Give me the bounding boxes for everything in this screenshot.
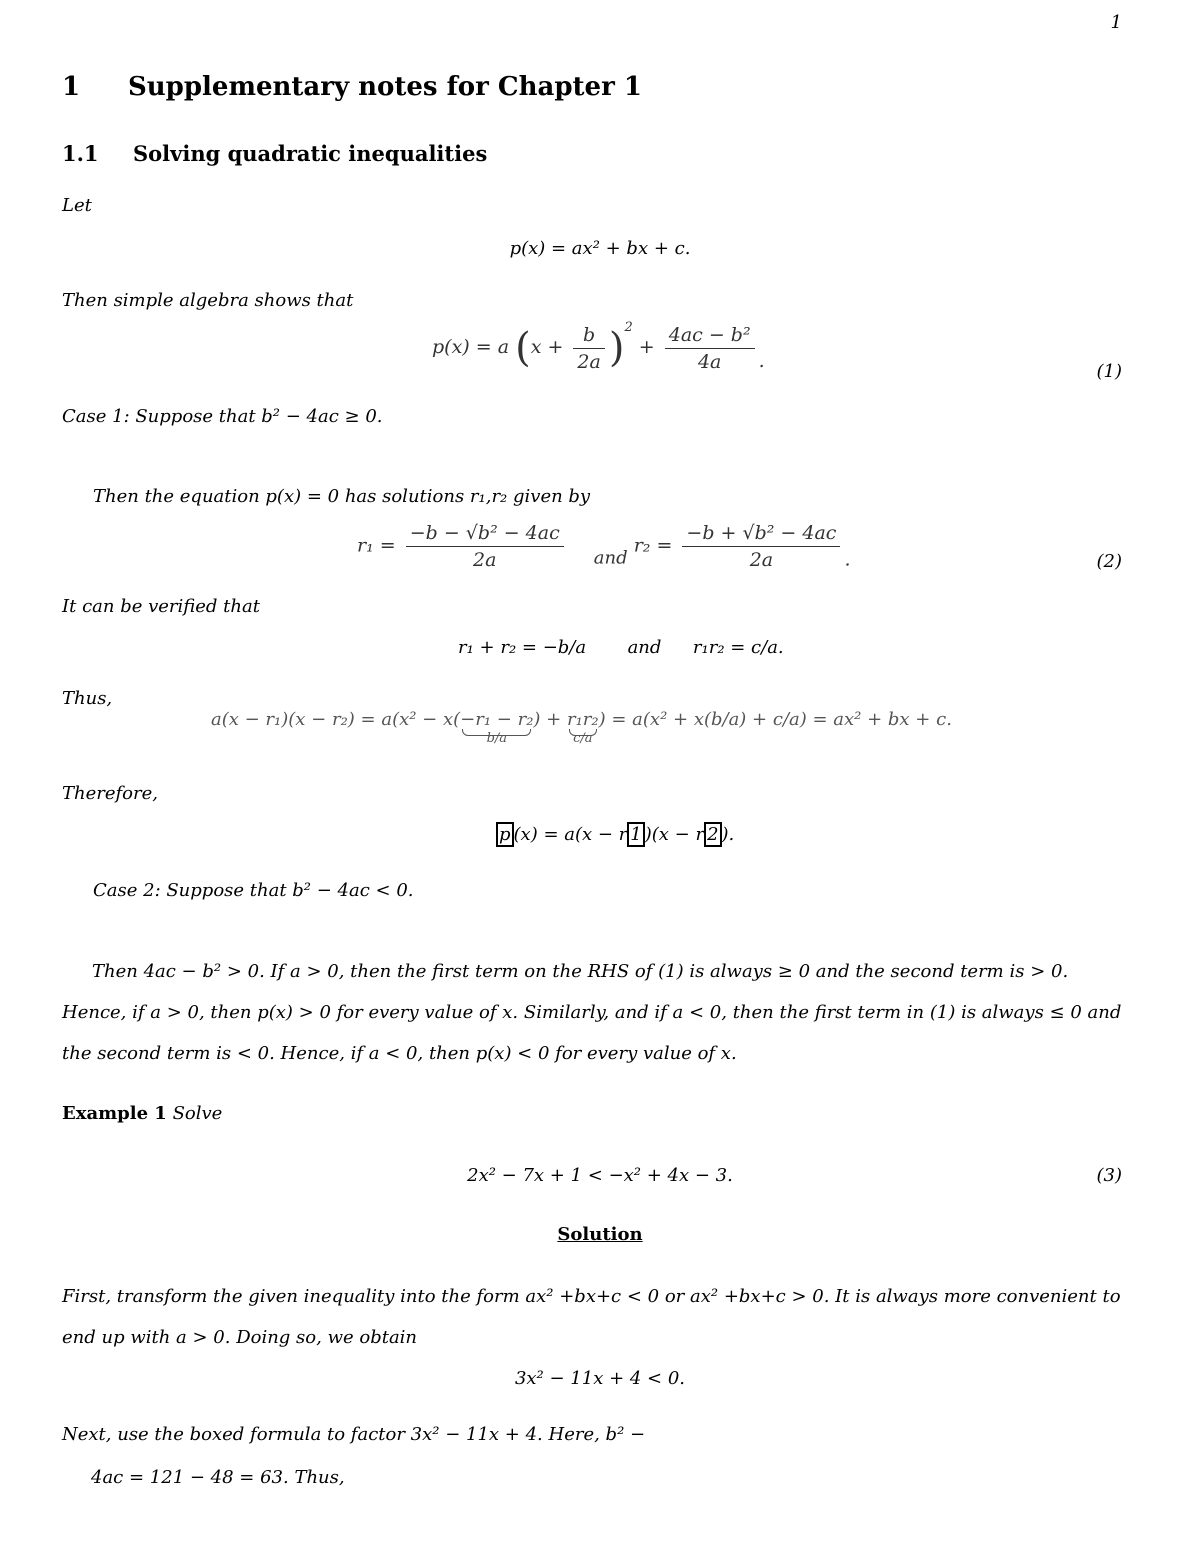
next-line-1: Next, use the boxed formula to factor 3x² − 11x + 4. Here, b² − xyxy=(62,1424,646,1445)
verified-text: It can be verified that xyxy=(62,596,260,617)
eq2-and: and xyxy=(593,547,628,569)
then-simple-text: Then simple algebra shows that xyxy=(62,290,354,311)
section-heading xyxy=(62,141,487,166)
expansion-plus: ) + xyxy=(533,709,562,730)
example-line xyxy=(62,1103,222,1124)
product-text: r₁r₂ = c/a. xyxy=(692,637,784,658)
expansion-part2: ) = a(x² + x(b/a) + c/a) = ax² + bx + c. xyxy=(598,709,952,730)
eq1-frac-b-den: 2a xyxy=(577,350,601,373)
eq1-frac-2-num: 4ac − b² xyxy=(665,324,755,349)
equation-2 xyxy=(357,522,851,571)
therefore-text: Therefore, xyxy=(62,783,158,804)
boxed-sub-2: 2 xyxy=(704,822,721,847)
expansion-part1: a(x − r₁)(x − r₂) = a(x² − x( xyxy=(211,709,461,730)
sum-text: r₁ + r₂ = −b/a xyxy=(458,637,587,658)
case1-then-text: Then the equation p(x) = 0 has solutions r₁,r₂ given by xyxy=(93,486,591,507)
eq1-plus: + xyxy=(638,336,655,358)
eq2-frac-r2 xyxy=(682,522,840,571)
eq1-frac-2 xyxy=(665,324,755,373)
boxed-part-c: ). xyxy=(721,824,735,845)
boxed-sub-1: 1 xyxy=(627,822,644,847)
brace-b-over-a xyxy=(460,709,534,746)
expansion-equation xyxy=(211,709,952,746)
and-text: and xyxy=(627,637,662,658)
boxed-p: p xyxy=(496,822,514,847)
eq2-number: (2) xyxy=(1096,551,1122,572)
section-number: 1.1 xyxy=(62,141,99,166)
equation-3: 2x² − 7x + 1 < −x² + 4x − 3. xyxy=(467,1165,733,1186)
brace1-label: b/a xyxy=(486,731,508,746)
next-line-2: 4ac = 121 − 48 = 63. Thus, xyxy=(91,1467,345,1488)
eq2-r1-den: 2a xyxy=(473,549,497,571)
eq2-r2-den: 2a xyxy=(749,549,774,571)
eq1-lhs: p(x) = a xyxy=(432,336,510,358)
boxed-part-b: )(x − r xyxy=(644,824,705,845)
brace1-text: −r₁ − r₂ xyxy=(460,709,534,730)
thus-text: Thus, xyxy=(62,688,113,709)
equation-4: 3x² − 11x + 4 < 0. xyxy=(514,1368,686,1389)
let-text: Let xyxy=(62,195,92,216)
eq1-inner-x: x + xyxy=(530,336,564,358)
chapter-heading xyxy=(62,72,642,102)
case1-text: Case 1: Suppose that b² − 4ac ≥ 0. xyxy=(62,406,383,427)
eq1-tail: . xyxy=(758,350,765,372)
solution-paragraph: First, transform the given inequality into the form ax² +bx+c < 0 or ax² +bx+c > 0. It is always more convenient to end up with a > 0. Doing so, we obtain xyxy=(62,1286,1121,1348)
case2-paragraph-text: Then 4ac − b² > 0. If a > 0, then the first term on the RHS of (1) is always ≥ 0 and the second term is > 0. Hence, if a > 0, then p(x) > 0 for every value of x. Similarly, and if a < 0, then the first term in (1) is always ≤ 0 and the second term is < 0. Hence, if a < 0, then p(x) < 0 for every value of x. xyxy=(62,961,1122,1064)
brace2-text: r₁r₂ xyxy=(566,709,599,730)
eq2-r2: r₂ = xyxy=(633,534,673,557)
eq3-number: (3) xyxy=(1096,1165,1122,1186)
example-label: Example 1 xyxy=(62,1103,167,1124)
eq2-r1-num: −b − √b² − 4ac xyxy=(406,522,564,547)
case2-text: Case 2: Suppose that b² − 4ac < 0. xyxy=(93,880,414,901)
eq1-power: 2 xyxy=(624,320,633,335)
eq2-r2-num: −b + √b² − 4ac xyxy=(682,522,840,547)
eq2-frac-r1 xyxy=(406,522,564,571)
chapter-number: 1 xyxy=(62,72,81,102)
case2-paragraph xyxy=(62,951,1124,1074)
brace-c-over-a xyxy=(566,709,599,746)
eq2-tail: . xyxy=(844,548,851,571)
example-text: Solve xyxy=(172,1103,223,1124)
section-title: Solving quadratic inequalities xyxy=(133,141,488,166)
eq2-r1: r₁ = xyxy=(357,534,396,557)
eq1-number: (1) xyxy=(1096,361,1122,382)
eq1-frac-b xyxy=(573,324,604,373)
brace2-label: c/a xyxy=(573,731,593,746)
eq1-close-paren: ) xyxy=(608,325,625,371)
page-number: 1 xyxy=(1110,12,1122,33)
solution-title-wrap xyxy=(0,1224,1200,1245)
equation-px: p(x) = ax² + bx + c. xyxy=(509,238,691,259)
sum-product xyxy=(458,637,784,658)
boxed-part-a: (x) = a(x − r xyxy=(513,824,628,845)
eq1-frac-2-den: 4a xyxy=(697,350,722,373)
eq1-open-paren: ( xyxy=(515,325,531,371)
solution-title: Solution xyxy=(557,1224,643,1245)
boxed-formula xyxy=(496,824,734,845)
chapter-title: Supplementary notes for Chapter 1 xyxy=(128,72,642,102)
eq1-frac-b-num: b xyxy=(573,324,604,349)
equation-1 xyxy=(432,320,765,373)
